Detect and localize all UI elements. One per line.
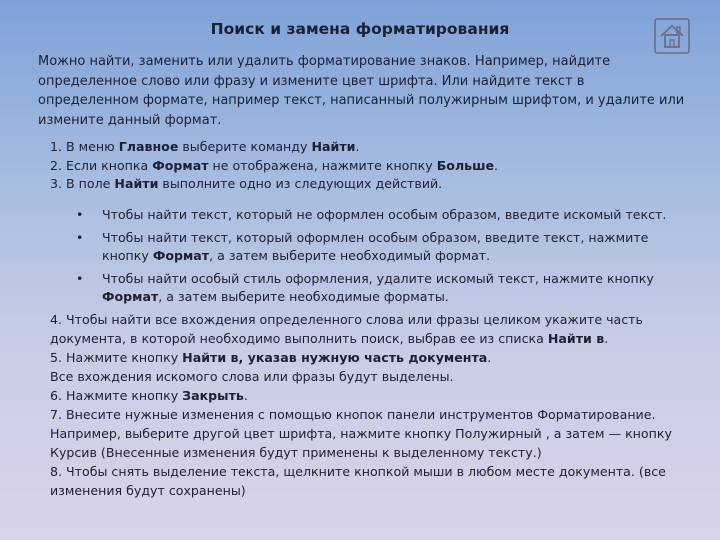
steps-list: [50, 138, 690, 194]
bullet-item: • Чтобы найти текст, который не оформлен особым образом, введите искомый текст.: [76, 207, 667, 222]
step-2: 2. Если кнопка Формат не отображена, нажмите кнопку Больше.: [50, 157, 499, 173]
step-8: 8. Чтобы снять выделение текста, щелкните кнопкой мыши в любом месте документа. (все изменения будут сохранены): [50, 464, 666, 498]
intro-paragraph: Можно найти, заменить или удалить форматирование знаков. Например, найдите определенное слово или фразу и измените цвет шрифта. Или найдите текст в определенном формате, например текст, написанный полужирным шрифтом, и удалите или измените данный формат.: [38, 54, 685, 128]
page-title: Поиск и замена форматирования: [210, 20, 510, 38]
bullet-item: • Чтобы найти текст, который оформлен особым образом, введите текст, нажмите кнопку Формат, а затем выберите необходимый формат.: [76, 229, 649, 263]
step-3: 3. В поле Найти выполните одно из следующих действий.: [50, 176, 443, 191]
step-5: 5. Нажмите кнопку Найти в, указав нужную часть документа.: [50, 350, 492, 365]
step-1: 1. В меню Главное выберите команду Найти.: [50, 139, 360, 154]
bullet-list: [76, 206, 688, 311]
home-button[interactable]: [654, 18, 690, 54]
step-6: 6. Нажмите кнопку Закрыть.: [50, 388, 248, 403]
step-5-note: Все вхождения искомого слова или фразы будут выделены.: [50, 369, 454, 384]
step-4: 4. Чтобы найти все вхождения определенного слова или фразы целиком укажите часть документа, в которой необходимо выполнить поиск, выбрав ее из списка Найти в.: [50, 312, 643, 346]
step-7: 7. Внесите нужные изменения с помощью кнопок панели инструментов Форматирование. Например, выберите другой цвет шрифта, нажмите кнопку Полужирный , а затем — кнопку Курсив (Внесенные изменения будут применены к выделенному тексту.): [50, 407, 672, 460]
bullet-item: • Чтобы найти особый стиль оформления, удалите искомый текст, нажмите кнопку Формат, а затем выберите необходимые форматы.: [76, 270, 654, 304]
home-icon: [654, 18, 690, 54]
steps-continued: [50, 310, 690, 500]
